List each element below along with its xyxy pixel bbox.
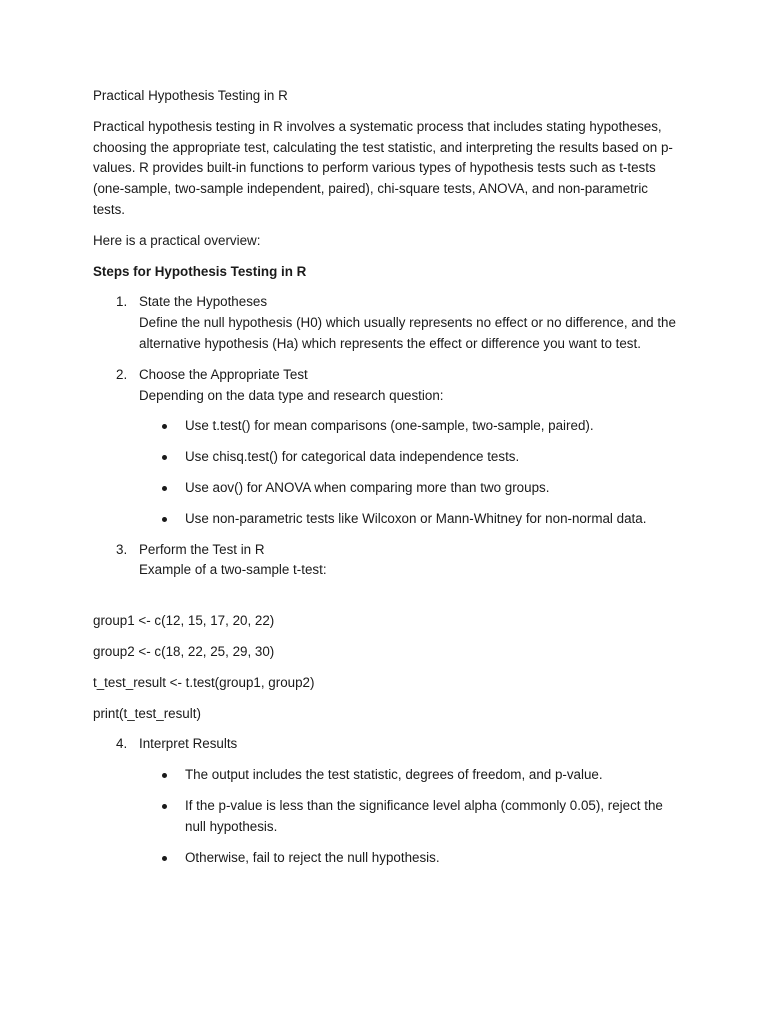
step-number: 1.: [116, 294, 128, 310]
intro-paragraph: Practical hypothesis testing in R involves a systematic process that includes stating hypotheses, choosing the appropriate test, calculating the test statistic, and interpreting the results based on p-values. R provides built-in functions to perform various types of hypothesis tests such as t-tests (one-sample, two-sample independent, paired), chi-square tests, ANOVA, and non-parametric tests.: [93, 118, 673, 217]
bullet-icon: [162, 773, 167, 778]
bullet-icon: [162, 486, 167, 491]
bullet-icon: [162, 424, 167, 429]
code-line: group2 <- c(18, 22, 25, 29, 30): [93, 643, 275, 659]
step-2: [93, 365, 678, 530]
list-item: Otherwise, fail to reject the null hypothesis.: [139, 848, 678, 869]
steps-list-continued: [93, 734, 678, 868]
code-line: t_test_result <- t.test(group1, group2): [93, 674, 315, 690]
step-number: 4.: [116, 736, 128, 752]
step-body: Depending on the data type and research question:: [139, 387, 444, 403]
list-item: The output includes the test statistic, degrees of freedom, and p-value.: [139, 765, 678, 786]
bullet-icon: [162, 455, 167, 460]
list-item: Use t.test() for mean comparisons (one-sample, two-sample, paired).: [139, 416, 678, 437]
list-item: If the p-value is less than the significance level alpha (commonly 0.05), reject the null hypothesis.: [139, 796, 678, 838]
document-title: Practical Hypothesis Testing in R: [93, 88, 288, 103]
list-item: Use aov() for ANOVA when comparing more than two groups.: [139, 478, 678, 499]
code-example: [93, 611, 678, 724]
bullet-icon: [162, 517, 167, 522]
step-number: 3.: [116, 541, 128, 557]
step-title: State the Hypotheses: [139, 294, 268, 310]
step-title: Perform the Test in R: [139, 541, 265, 557]
step-1: [93, 292, 678, 354]
test-options-list: [139, 416, 678, 529]
bullet-icon: [162, 856, 167, 861]
steps-list: [93, 292, 678, 581]
steps-heading: Steps for Hypothesis Testing in R: [93, 263, 307, 279]
code-line: group1 <- c(12, 15, 17, 20, 22): [93, 613, 275, 629]
code-line: print(t_test_result): [93, 705, 201, 721]
step-body: Example of a two-sample t-test:: [139, 562, 327, 578]
bullet-icon: [162, 804, 167, 809]
step-body: Define the null hypothesis (H0) which usually represents no effect or no difference, and the alternative hypothesis (Ha) which represents the effect or difference you want to test.: [139, 315, 676, 351]
overview-line: Here is a practical overview:: [93, 232, 261, 248]
step-3: [93, 540, 678, 582]
step-title: Interpret Results: [139, 736, 238, 752]
list-item: Use chisq.test() for categorical data independence tests.: [139, 447, 678, 468]
list-item: Use non-parametric tests like Wilcoxon or Mann-Whitney for non-normal data.: [139, 509, 678, 530]
step-number: 2.: [116, 366, 128, 382]
step-4: [93, 734, 678, 868]
step-title: Choose the Appropriate Test: [139, 366, 308, 382]
results-list: [139, 765, 678, 868]
